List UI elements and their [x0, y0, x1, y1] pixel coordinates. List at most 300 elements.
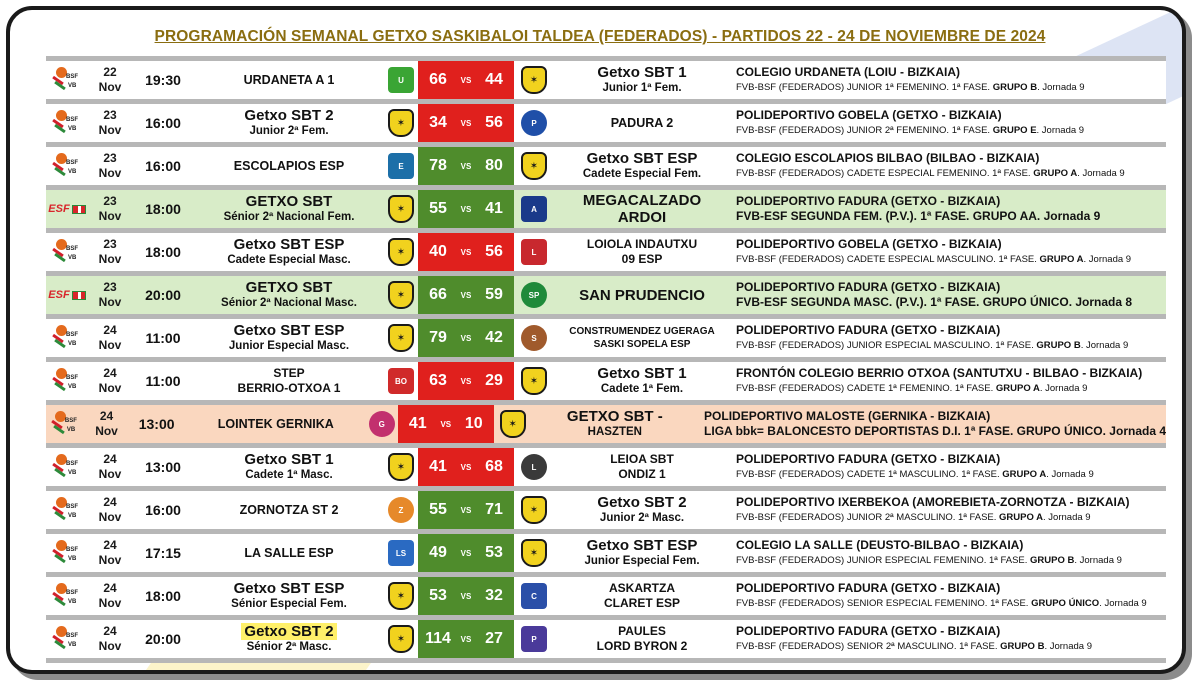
away-team [554, 147, 730, 185]
away-team-name: Getxo SBT ESP [586, 150, 698, 167]
away-score: 27 [485, 630, 503, 647]
home-team-category: Cadete 1ª Masc. [245, 469, 333, 481]
getxo-logo: ✶ [521, 367, 547, 395]
match-row[interactable] [46, 61, 1166, 99]
logo-text: VB [68, 169, 77, 175]
venue: POLIDEPORTIVO FADURA (GETXO - BIZKAIA) [736, 194, 1001, 208]
schedule-frame [6, 6, 1186, 674]
logo-text: BSF [66, 504, 78, 510]
competition-round: . Jornada 9 [1074, 555, 1122, 566]
date-month: Nov [98, 80, 122, 94]
federation-cell [46, 104, 88, 142]
escolapios-logo: E [388, 153, 414, 179]
venue: POLIDEPORTIVO GOBELA (GETXO - BIZKAIA) [736, 108, 1002, 122]
competition [736, 252, 1131, 267]
date-day: 24 [103, 581, 117, 595]
fvb-federation-logo [50, 108, 84, 138]
vs-label: VS [460, 591, 472, 601]
match-row[interactable] [46, 577, 1166, 615]
date-day: 23 [103, 280, 117, 294]
away-logo-cell [514, 190, 554, 228]
competition [736, 123, 1084, 138]
venue: POLIDEPORTIVO FADURA (GETXO - BIZKAIA) [736, 323, 1001, 337]
date-month: Nov [98, 252, 122, 266]
away-score: 41 [485, 200, 503, 217]
getxo-logo: ✶ [388, 324, 414, 352]
away-team [554, 362, 730, 400]
away-logo-cell [494, 405, 532, 443]
home-team-category: Sénior 2ª Masc. [246, 641, 332, 653]
logo-text: BSF [66, 633, 78, 639]
date-month: Nov [98, 596, 122, 610]
score-box [418, 577, 514, 615]
esf-federation-logo [48, 203, 85, 215]
competition [736, 553, 1122, 568]
away-logo-cell [514, 319, 554, 357]
claret-logo: C [521, 583, 547, 609]
home-team [194, 147, 384, 185]
match-date [88, 190, 132, 228]
home-score: 55 [429, 501, 447, 518]
match-info [730, 61, 1166, 99]
score-box [418, 448, 514, 486]
away-score: 59 [485, 286, 503, 303]
away-team-name: GETXO SBT - [566, 408, 663, 425]
getxo-logo: ✶ [388, 195, 414, 223]
federation-cell [46, 190, 88, 228]
federation-cell [46, 233, 88, 271]
away-logo-cell [514, 104, 554, 142]
federation-cell [46, 319, 88, 357]
home-score: 66 [429, 71, 447, 88]
score-box [418, 61, 514, 99]
vs-label: VS [460, 505, 472, 515]
federation-cell [46, 448, 88, 486]
away-team [554, 620, 730, 658]
score-box [398, 405, 494, 443]
away-team [554, 233, 730, 271]
date-month: Nov [98, 166, 122, 180]
fvb-federation-logo [50, 495, 84, 525]
competition [736, 596, 1147, 611]
federation-cell [46, 534, 88, 572]
match-row[interactable] [46, 104, 1166, 142]
getxo-logo: ✶ [521, 152, 547, 180]
home-team-category: BERRIO-OTXOA 1 [237, 381, 341, 395]
vs-label: VS [460, 548, 472, 558]
logo-text: BSF [66, 547, 78, 553]
home-logo-cell [384, 362, 418, 400]
away-team-category: Junior 2ª Masc. [599, 512, 685, 524]
home-logo-cell [384, 577, 418, 615]
venue: COLEGIO URDANETA (LOIU - BIZKAIA) [736, 65, 960, 79]
getxo-logo: ✶ [521, 496, 547, 524]
home-team [194, 319, 384, 357]
row-separator [46, 658, 1166, 663]
date-day: 24 [103, 366, 117, 380]
fvb-federation-logo [49, 409, 83, 439]
home-score: 114 [425, 630, 451, 647]
away-logo-cell [514, 276, 554, 314]
away-team [554, 190, 730, 228]
match-time-cell [132, 61, 194, 99]
date-day: 24 [103, 538, 117, 552]
away-score: 44 [485, 71, 503, 88]
away-team-category: Junior Especial Fem. [584, 555, 700, 567]
date-month: Nov [98, 295, 122, 309]
match-info [730, 534, 1166, 572]
federation-cell [46, 61, 88, 99]
date-day: 24 [103, 452, 117, 466]
logo-text: BSF [66, 246, 78, 252]
match-date [88, 491, 132, 529]
competition-name: FVB-BSF (FEDERADOS) JUNIOR 1ª FEMENINO. 1ª FASE. [736, 82, 993, 93]
match-row[interactable] [46, 147, 1166, 185]
away-team-name: ASKARTZA [609, 581, 675, 595]
match-date [88, 620, 132, 658]
match-time-cell [132, 534, 194, 572]
away-team-name: MEGACALZADO [582, 192, 702, 209]
match-time-cell [132, 620, 194, 658]
match-row[interactable] [46, 319, 1166, 357]
logo-text: BSF [66, 117, 78, 123]
away-score: 10 [464, 415, 483, 432]
berrio-otxoa-logo: BO [388, 368, 414, 394]
match-date [88, 448, 132, 486]
date-month: Nov [98, 467, 122, 481]
score-box [418, 319, 514, 357]
date-day: 23 [103, 237, 117, 251]
match-row[interactable] [46, 491, 1166, 529]
fvb-federation-logo [50, 65, 84, 95]
competition-round: . Jornada 9 [1043, 512, 1091, 523]
competition-group: GRUPO B [1000, 641, 1045, 652]
urdaneta-logo: U [388, 67, 414, 93]
home-score: 55 [429, 200, 447, 217]
home-team [194, 620, 384, 658]
match-info [730, 448, 1166, 486]
match-info [698, 405, 1166, 443]
home-team [186, 405, 366, 443]
match-row[interactable] [46, 233, 1166, 271]
competition-name: FVB-BSF (FEDERADOS) SENIOR ESPECIAL FEMENINO. 1ª FASE. [736, 598, 1032, 609]
competition [736, 381, 1087, 396]
home-team-name: Getxo SBT ESP [233, 236, 345, 253]
home-team [194, 104, 384, 142]
san-prudencio-logo: SP [521, 282, 547, 308]
competition-name: FVB-BSF (FEDERADOS) JUNIOR 2ª MASCULINO. 1ª FASE. [736, 512, 1000, 523]
away-score: 32 [485, 587, 503, 604]
match-row[interactable] [46, 276, 1166, 314]
away-score: 68 [485, 458, 503, 475]
logo-text: BSF [66, 332, 78, 338]
away-team-category: Cadete Especial Fem. [582, 168, 702, 180]
logo-text: BSF [66, 590, 78, 596]
competition [736, 467, 1094, 482]
match-row[interactable] [46, 620, 1166, 658]
match-row[interactable] [46, 448, 1166, 486]
score-box [418, 276, 514, 314]
home-score: 66 [429, 286, 447, 303]
away-team-name: Getxo SBT ESP [586, 537, 698, 554]
date-month: Nov [98, 553, 122, 567]
away-team [554, 276, 730, 314]
competition-name: FVB-BSF (FEDERADOS) CADETE 1ª FEMENINO. 1ª FASE. [736, 383, 996, 394]
date-day: 23 [103, 151, 117, 165]
match-info [730, 104, 1166, 142]
away-team-category: CLARET ESP [603, 596, 680, 610]
home-logo-cell [384, 104, 418, 142]
fvb-federation-logo [50, 538, 84, 568]
home-team-name: Getxo SBT 1 [244, 451, 334, 468]
match-time: 11:00 [145, 330, 181, 346]
padura-logo: P [521, 110, 547, 136]
home-team-name: LOINTEK GERNIKA [217, 416, 334, 431]
competition-group: GRUPO B [992, 82, 1038, 93]
logo-text: VB [66, 427, 76, 433]
home-team-category: Cadete Especial Masc. [227, 254, 351, 266]
home-team-name: Getxo SBT 2 [244, 107, 334, 124]
date-day: 24 [103, 624, 117, 638]
home-team [194, 61, 384, 99]
match-info [730, 147, 1166, 185]
date-day: 23 [103, 108, 117, 122]
away-logo-cell [514, 577, 554, 615]
match-row[interactable] [46, 534, 1166, 572]
logo-text: VB [68, 384, 77, 390]
home-team-name: STEP [273, 366, 305, 380]
away-team [554, 577, 730, 615]
date-month: Nov [98, 123, 122, 137]
competition-name: FVB-BSF (FEDERADOS) JUNIOR 2ª FEMENINO. 1ª FASE. [736, 125, 993, 136]
vs-label: VS [460, 333, 472, 343]
ikurrina-flag-icon [72, 205, 86, 214]
match-time-cell [132, 190, 194, 228]
venue: POLIDEPORTIVO FADURA (GETXO - BIZKAIA) [736, 624, 1001, 638]
home-score: 41 [408, 415, 427, 432]
competition-round: . Jornada 9 [1044, 641, 1092, 652]
away-team-name: Getxo SBT 1 [597, 64, 687, 81]
getxo-logo: ✶ [388, 238, 414, 266]
match-list [46, 56, 1166, 663]
page-title: PROGRAMACIÓN SEMANAL GETXO SASKIBALOI TALDEA (FEDERADOS) - PARTIDOS 22 - 24 DE NOVIEMBRE DE 2024 [154, 28, 1046, 45]
competition-name: FVB-BSF (FEDERADOS) SENIOR 2ª MASCULINO. 1ª FASE. [736, 641, 1001, 652]
date-day: 22 [103, 65, 117, 79]
away-team-category: ONDIZ 1 [618, 467, 666, 481]
away-score: 56 [485, 243, 503, 260]
away-team [554, 534, 730, 572]
away-team-category: 09 ESP [621, 252, 663, 266]
logo-text: BSF [66, 74, 78, 80]
home-team-name: ZORNOTZA ST 2 [239, 502, 339, 517]
vs-label: VS [460, 75, 472, 85]
home-logo-cell [384, 491, 418, 529]
vs-label: VS [460, 462, 472, 472]
home-team [194, 362, 384, 400]
getxo-logo: ✶ [388, 582, 414, 610]
competition-round: . Jornada 9 [1046, 469, 1094, 480]
match-time-cell [132, 319, 194, 357]
score-box [418, 190, 514, 228]
match-time: 13:00 [145, 459, 181, 475]
match-date [88, 233, 132, 271]
federation-cell [46, 405, 86, 443]
home-team-name: LA SALLE ESP [244, 545, 334, 560]
venue: FRONTÓN COLEGIO BERRIO OTXOA (SANTUTXU - BILBAO - BIZKAIA) [736, 366, 1143, 380]
match-row[interactable] [46, 190, 1166, 228]
competition [736, 639, 1092, 654]
home-team-name: Getxo SBT 2 [241, 623, 336, 640]
score-box [418, 233, 514, 271]
competition-group: GRUPO A [1002, 469, 1047, 480]
match-time: 16:00 [145, 115, 181, 131]
home-logo-cell [384, 319, 418, 357]
match-date [88, 319, 132, 357]
competition: LIGA bbk= BALONCESTO DEPORTISTAS D.I. 1ª FASE. GRUPO ÚNICO. Jornada 4 [704, 424, 1166, 438]
competition-round: . Jornada 9 [1037, 82, 1085, 93]
getxo-logo: ✶ [521, 66, 547, 94]
federation-cell [46, 620, 88, 658]
getxo-logo: ✶ [388, 109, 414, 137]
date-month: Nov [98, 381, 122, 395]
vs-label: VS [460, 247, 472, 257]
away-team-name: PAULES [618, 624, 666, 638]
match-time-cell [132, 147, 194, 185]
ardoi-logo: A [521, 196, 547, 222]
home-team [194, 233, 384, 271]
vs-label: VS [460, 161, 472, 171]
fvb-federation-logo [50, 237, 84, 267]
date-day: 24 [99, 409, 114, 423]
competition [736, 338, 1128, 353]
fvb-federation-logo [50, 323, 84, 353]
match-date [88, 104, 132, 142]
getxo-logo: ✶ [388, 625, 414, 653]
away-team-category: LORD BYRON 2 [596, 639, 688, 653]
match-time-cell [132, 233, 194, 271]
competition-group: GRUPO A [995, 383, 1040, 394]
vs-label: VS [460, 634, 472, 644]
match-time-cell [132, 577, 194, 615]
zornotza-logo: Z [388, 497, 414, 523]
competition-group: GRUPO E [992, 125, 1037, 136]
logo-text: VB [68, 513, 77, 519]
match-info [730, 233, 1166, 271]
away-logo-cell [514, 362, 554, 400]
home-score: 40 [429, 243, 447, 260]
competition: FVB-ESF SEGUNDA MASC. (P.V.). 1ª FASE. GRUPO ÚNICO. Jornada 8 [736, 295, 1133, 309]
venue: POLIDEPORTIVO FADURA (GETXO - BIZKAIA) [736, 280, 1001, 294]
away-logo-cell [514, 448, 554, 486]
competition-group: GRUPO B [1030, 555, 1075, 566]
home-team [194, 577, 384, 615]
away-logo-cell [514, 491, 554, 529]
gernika-logo: G [369, 411, 395, 437]
score-box [418, 362, 514, 400]
fvb-federation-logo [50, 624, 84, 654]
loiola-logo: L [521, 239, 547, 265]
match-info [730, 319, 1166, 357]
away-team [554, 448, 730, 486]
match-date [88, 534, 132, 572]
match-row[interactable] [46, 362, 1166, 400]
match-time: 18:00 [145, 588, 181, 604]
federation-cell [46, 276, 88, 314]
away-score: 71 [485, 501, 503, 518]
away-team [554, 104, 730, 142]
competition-name: FVB-BSF (FEDERADOS) CADETE 1ª MASCULINO. 1ª FASE. [736, 469, 1003, 480]
date-month: Nov [98, 510, 122, 524]
logo-text: VB [68, 83, 77, 89]
match-time-cell [132, 276, 194, 314]
away-logo-cell [514, 620, 554, 658]
logo-text: BSF [66, 461, 78, 467]
home-logo-cell [384, 147, 418, 185]
match-date [88, 147, 132, 185]
competition [736, 510, 1091, 525]
competition-round: . Jornada 9 [1039, 383, 1088, 394]
competition: FVB-ESF SEGUNDA FEM. (P.V.). 1ª FASE. GRUPO AA. Jornada 9 [736, 209, 1101, 223]
home-score: 63 [429, 372, 447, 389]
away-logo-cell [514, 233, 554, 271]
logo-text: VB [68, 642, 77, 648]
paules-logo: P [521, 626, 547, 652]
match-info [730, 276, 1166, 314]
venue: COLEGIO ESCOLAPIOS BILBAO (BILBAO - BIZKAIA) [736, 151, 1040, 165]
match-date [88, 61, 132, 99]
federation-cell [46, 491, 88, 529]
home-logo-cell [384, 190, 418, 228]
home-logo-cell [384, 620, 418, 658]
competition-group: GRUPO ÚNICO [1031, 598, 1100, 609]
leioa-logo: L [521, 454, 547, 480]
away-team-category: ARDOI [617, 209, 667, 226]
competition-name: FVB-BSF (FEDERADOS) JUNIOR ESPECIAL FEMENINO. 1ª FASE. [736, 555, 1031, 566]
fvb-federation-logo [50, 151, 84, 181]
away-team-name: SAN PRUDENCIO [579, 286, 705, 304]
home-team-category: Sénior Especial Fem. [231, 598, 347, 610]
match-info [730, 491, 1166, 529]
away-score: 29 [485, 372, 503, 389]
home-team [194, 534, 384, 572]
away-team [554, 319, 730, 357]
match-row[interactable] [46, 405, 1166, 443]
home-score: 53 [429, 587, 447, 604]
competition-group: GRUPO B [1036, 340, 1081, 351]
federation-cell [46, 577, 88, 615]
competition-round: . Jornada 9 [1036, 125, 1085, 136]
date-month: Nov [98, 639, 122, 653]
match-time-cell [132, 491, 194, 529]
away-team-category: Cadete 1ª Fem. [600, 383, 684, 395]
home-team-category: Sénior 2ª Nacional Masc. [221, 297, 357, 309]
sopela-logo: S [521, 325, 547, 351]
away-team-category: HASZTEN [587, 426, 642, 438]
logo-text: VB [68, 341, 77, 347]
match-time: 20:00 [145, 631, 181, 647]
match-info [730, 577, 1166, 615]
competition-name: FVB-BSF (FEDERADOS) CADETE ESPECIAL FEMENINO. 1ª FASE. [736, 168, 1034, 179]
getxo-logo: ✶ [500, 410, 526, 438]
match-date [88, 577, 132, 615]
away-team-name: PADURA 2 [610, 115, 674, 130]
match-time: 13:00 [138, 416, 175, 432]
logo-text: BSF [66, 375, 78, 381]
home-team-name: URDANETA A 1 [243, 72, 335, 87]
match-info [730, 190, 1166, 228]
home-team-name: ESCOLAPIOS ESP [233, 158, 345, 173]
match-time: 20:00 [145, 287, 181, 303]
